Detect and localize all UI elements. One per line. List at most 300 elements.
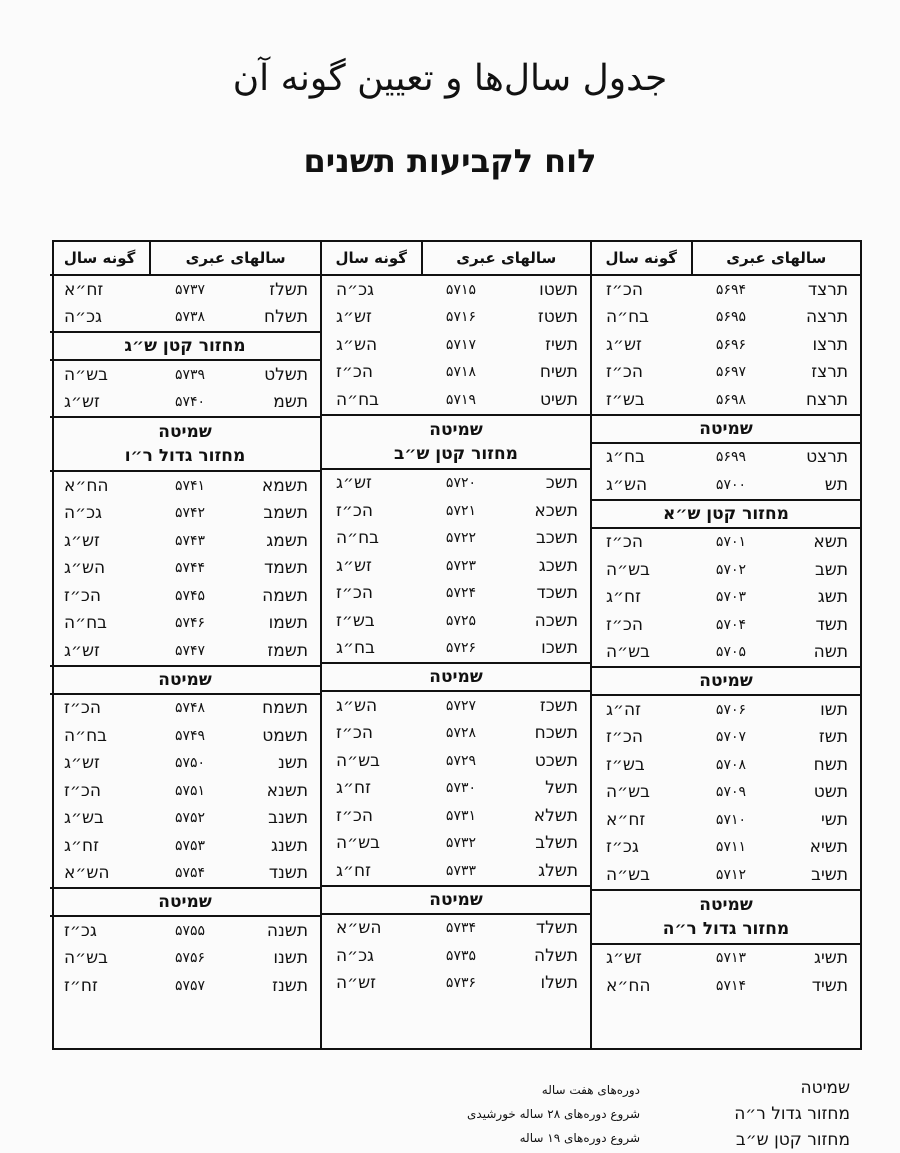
persian-title: جدول سال‌ها و تعیین گونه آن [232, 58, 668, 99]
year-number: ۵۷۲۶ [445, 640, 476, 657]
hebrew-year: תשיז [545, 334, 578, 355]
hebrew-year: תשז [818, 727, 848, 748]
year-type: בח״ה [336, 528, 379, 549]
header-years: سالهای عبری [421, 242, 590, 274]
year-number: ۵۷۰۶ [715, 701, 746, 718]
year-type: זש״ג [336, 307, 372, 328]
table-row [50, 582, 320, 610]
hebrew-year: תשלד [535, 918, 578, 939]
hebrew-title: לוח לקביעות תשנים [303, 142, 597, 180]
year-type: הכ״ז [336, 500, 373, 521]
table-row [322, 359, 590, 387]
separator-label: שמיטה [158, 422, 212, 442]
year-number: ۵۷۵۴ [174, 865, 206, 882]
separator-label: מחזור קטן ש״ב [394, 443, 518, 464]
table-row [592, 556, 860, 584]
year-type: גכ״ז [64, 920, 97, 941]
table-row [322, 802, 590, 830]
year-number: ۵۷۳۴ [445, 920, 476, 937]
year-number: ۵۷۲۴ [445, 585, 476, 602]
year-number: ۵۷۵۲ [174, 810, 206, 827]
table-row [322, 276, 590, 304]
hebrew-year: תשנא [266, 780, 308, 801]
year-number: ۵۶۹۷ [715, 364, 746, 381]
table-row [592, 696, 860, 724]
separator-label: שמיטה [429, 667, 483, 687]
year-type: זח״א [606, 809, 646, 830]
cycle-separator [50, 887, 320, 917]
table-row [592, 304, 860, 332]
year-type: גכ״ה [64, 307, 103, 328]
separator-label: שמיטה [699, 894, 753, 915]
year-type: בש״ה [336, 750, 380, 771]
table-row [592, 779, 860, 807]
hebrew-legend [700, 1075, 850, 1153]
year-type: בש״ז [606, 389, 645, 410]
year-number: ۵۷۴۱ [174, 477, 206, 494]
hebrew-year: תשמז [267, 640, 308, 661]
hebrew-year: תשב [814, 559, 848, 580]
year-type: הכ״ז [606, 362, 643, 383]
year-number: ۵۶۹۵ [715, 309, 746, 326]
column-header [322, 242, 590, 276]
table-row [322, 692, 590, 720]
year-type: הש״ג [336, 334, 378, 355]
table-row [592, 386, 860, 414]
table-row [322, 497, 590, 525]
hebrew-year: תרצה [806, 307, 848, 328]
year-number: ۵۷۳۳ [445, 862, 476, 879]
legend-fa-line: شروع دوره‌های ۱۹ ساله [519, 1131, 640, 1145]
hebrew-year: תשמד [263, 558, 308, 579]
year-type: גכ״ה [336, 279, 375, 300]
year-type: בש״ה [64, 948, 108, 969]
table-row [50, 276, 320, 304]
year-type: בח״ה [64, 613, 107, 634]
year-number: ۵۶۹۶ [715, 336, 746, 353]
year-type: בח״ה [336, 389, 379, 410]
year-type: זש״ג [606, 948, 642, 969]
year-number: ۵۷۲۸ [445, 725, 476, 742]
year-number: ۵۷۰۵ [715, 644, 746, 661]
year-number: ۵۷۱۵ [445, 281, 476, 298]
years-table [52, 240, 862, 1050]
year-type: בח״ה [606, 307, 649, 328]
year-number: ۵۷۱۳ [715, 950, 746, 967]
table-row [322, 830, 590, 858]
year-type: גכ״ז [606, 837, 639, 858]
year-number: ۵۷۴۷ [174, 642, 206, 659]
table-row [50, 805, 320, 833]
hebrew-year: תשד [815, 614, 848, 635]
year-type: הכ״ז [336, 723, 373, 744]
table-row [322, 857, 590, 885]
year-type: הש״א [336, 918, 382, 939]
year-number: ۵۷۱۴ [715, 977, 746, 994]
hebrew-year: תשנב [268, 808, 308, 829]
table-row [592, 724, 860, 752]
year-type: גכ״ה [64, 503, 103, 524]
hebrew-year: תרצו [812, 334, 848, 355]
year-number: ۵۷۰۴ [715, 616, 746, 633]
hebrew-year: תשטו [539, 279, 578, 300]
table-row [322, 525, 590, 553]
hebrew-year: תשנה [266, 920, 308, 941]
year-number: ۵۷۴۹ [174, 727, 206, 744]
year-type: זח״ג [606, 587, 641, 608]
table-row [322, 304, 590, 332]
separator-label: שמיטה [429, 419, 483, 440]
separator-label: שמיטה [699, 418, 753, 439]
year-number: ۵۷۰۰ [715, 476, 746, 493]
year-type: הכ״ז [336, 362, 373, 383]
table-row [50, 527, 320, 555]
separator-label: שמיטה [158, 669, 212, 690]
year-number: ۵۷۲۷ [445, 697, 476, 714]
hebrew-year: תשכב [535, 528, 578, 549]
hebrew-year: תרצז [811, 362, 848, 383]
year-number: ۵۷۲۳ [445, 557, 476, 574]
year-type: הש״ג [606, 474, 648, 495]
year-type: הש״ג [64, 558, 106, 579]
year-number: ۵۷۴۸ [174, 700, 206, 717]
persian-legend [380, 1078, 640, 1150]
year-number: ۵۷۵۳ [174, 837, 206, 854]
year-number: ۵۷۱۱ [715, 839, 746, 856]
hebrew-year: תשיט [539, 389, 578, 410]
cycle-separator [50, 665, 320, 695]
hebrew-year: תשכח [534, 723, 578, 744]
table-row [50, 917, 320, 945]
table-column [590, 242, 860, 1048]
year-type: הח״א [606, 975, 651, 996]
table-row [50, 610, 320, 638]
year-number: ۵۶۹۹ [715, 449, 746, 466]
hebrew-year: תשל [545, 778, 578, 799]
separator-label: מחזור גדול ר״ה [662, 918, 790, 939]
table-row [592, 471, 860, 499]
year-number: ۵۷۱۰ [715, 811, 746, 828]
year-number: ۵۷۲۰ [445, 475, 476, 492]
year-type: בש״ג [64, 808, 104, 829]
year-number: ۵۷۴۶ [174, 615, 206, 632]
hebrew-year: תשכט [534, 750, 578, 771]
table-row [322, 915, 590, 943]
year-number: ۵۷۲۱ [445, 502, 476, 519]
header-years: سالهای عبری [149, 242, 320, 274]
cycle-separator [592, 499, 860, 529]
cycle-separator [50, 416, 320, 472]
table-row [50, 722, 320, 750]
year-type: בש״ה [64, 364, 108, 385]
hebrew-year: תשטז [537, 307, 578, 328]
table-row [50, 832, 320, 860]
hebrew-year: תשמה [262, 585, 308, 606]
year-type: בש״ה [606, 642, 650, 663]
table-row [50, 750, 320, 778]
year-number: ۵۷۲۹ [445, 752, 476, 769]
hebrew-year: תשו [820, 699, 848, 720]
year-type: בש״ז [606, 754, 645, 775]
hebrew-year: תשיא [809, 837, 848, 858]
cycle-separator [592, 666, 860, 696]
hebrew-year: תשג [817, 587, 848, 608]
hebrew-year: תשלג [538, 860, 578, 881]
header-years: سالهای عبری [691, 242, 860, 274]
legend-he-line: שמיטה [800, 1078, 850, 1098]
year-number: ۵۷۳۸ [174, 309, 206, 326]
table-row [50, 389, 320, 417]
hebrew-year: תשכא [534, 500, 578, 521]
year-number: ۵۷۵۱ [174, 782, 206, 799]
table-row [592, 972, 860, 1000]
table-row [592, 529, 860, 557]
year-number: ۵۷۲۲ [445, 530, 476, 547]
cycle-separator [592, 889, 860, 945]
year-type: בח״ג [606, 447, 645, 468]
year-number: ۵۷۱۶ [445, 309, 476, 326]
hebrew-year: תשנז [272, 975, 308, 996]
cycle-separator [322, 414, 590, 470]
year-type: בש״ז [336, 610, 375, 631]
year-type: זש״ג [336, 473, 372, 494]
hebrew-year: תשמג [266, 530, 308, 551]
legend-fa-line: شروع دوره‌های ۲۸ ساله خورشیدی [467, 1107, 640, 1121]
table-row [50, 500, 320, 528]
hebrew-year: תשא [813, 532, 848, 553]
separator-label: שמיטה [158, 892, 212, 912]
table-row [322, 747, 590, 775]
year-type: הש״א [64, 863, 110, 884]
hebrew-year: תשה [813, 642, 848, 663]
year-number: ۵۷۱۲ [715, 866, 746, 883]
table-row [50, 304, 320, 332]
table-row [50, 637, 320, 665]
year-type: הכ״ז [64, 585, 101, 606]
year-number: ۵۷۴۰ [174, 394, 206, 411]
table-row [592, 359, 860, 387]
year-number: ۵۷۰۱ [715, 534, 746, 551]
table-row [322, 942, 590, 970]
year-type: הכ״ז [64, 698, 101, 719]
year-number: ۵۶۹۴ [715, 281, 746, 298]
year-type: בש״ה [336, 833, 380, 854]
separator-label: מחזור קטן ש״א [663, 503, 789, 524]
year-type: בש״ה [606, 864, 650, 885]
hebrew-year: תשלו [540, 973, 578, 994]
year-type: זח״ג [64, 835, 99, 856]
table-row [592, 611, 860, 639]
year-type: זש״ג [64, 392, 100, 413]
table-row [592, 945, 860, 973]
hebrew-year: תשנג [270, 835, 308, 856]
year-number: ۵۷۰۸ [715, 756, 746, 773]
hebrew-year: תשלח [264, 307, 308, 328]
year-type: זח״ג [336, 778, 371, 799]
year-type: זש״ג [336, 555, 372, 576]
year-type: הש״ג [336, 695, 378, 716]
hebrew-year: תשמט [262, 725, 308, 746]
hebrew-year: תשמב [263, 503, 308, 524]
year-type: זש״ג [64, 753, 100, 774]
year-type: הכ״ז [606, 532, 643, 553]
table-row [592, 751, 860, 779]
column-header [592, 242, 860, 276]
hebrew-year: תשיד [811, 975, 848, 996]
table-column [320, 242, 590, 1048]
year-number: ۵۷۵۶ [174, 950, 206, 967]
year-number: ۵۷۵۵ [174, 922, 206, 939]
table-row [322, 775, 590, 803]
table-row [592, 834, 860, 862]
table-row [322, 720, 590, 748]
hebrew-year: תשלב [535, 833, 578, 854]
year-type: זש״ג [64, 640, 100, 661]
year-number: ۵۷۰۹ [715, 784, 746, 801]
header-type: گونه سال [63, 249, 136, 267]
year-number: ۵۷۳۰ [445, 780, 476, 797]
hebrew-year: תש [824, 474, 848, 495]
cycle-separator [322, 885, 590, 915]
hebrew-year: תשי [820, 809, 848, 830]
hebrew-year: תרצח [806, 389, 848, 410]
year-number: ۵۷۲۵ [445, 612, 476, 629]
year-type: הכ״ז [606, 727, 643, 748]
table-row [50, 695, 320, 723]
table-row [592, 584, 860, 612]
table-row [322, 970, 590, 998]
table-row [592, 276, 860, 304]
hebrew-year: תשט [813, 782, 848, 803]
hebrew-year: תשיב [811, 864, 848, 885]
cycle-separator [592, 414, 860, 444]
table-row [592, 444, 860, 472]
separator-label: מחזור גדול ר״ו [124, 446, 246, 466]
table-row [50, 472, 320, 500]
table-row [322, 552, 590, 580]
table-row [322, 331, 590, 359]
year-number: ۵۷۵۷ [174, 977, 206, 994]
hebrew-year: תשנו [273, 948, 308, 969]
table-row [322, 635, 590, 663]
year-type: זח״ג [336, 860, 371, 881]
hebrew-year: תשלט [264, 364, 308, 385]
legend-he-line: מחזור גדול ר״ה [734, 1104, 850, 1124]
hebrew-year: תשלז [269, 279, 308, 300]
hebrew-year: תשמח [262, 698, 308, 719]
hebrew-year: תשנ [277, 753, 308, 774]
year-type: הכ״ז [606, 614, 643, 635]
year-type: זח״ז [64, 975, 98, 996]
hebrew-year: תשלא [533, 805, 578, 826]
table-row [322, 470, 590, 498]
hebrew-year: תשמו [268, 613, 308, 634]
year-type: בש״ה [606, 559, 650, 580]
table-row [50, 945, 320, 973]
table-row [50, 361, 320, 389]
column-header [50, 242, 320, 276]
year-number: ۵۷۰۷ [715, 729, 746, 746]
hebrew-year: תשח [813, 754, 848, 775]
table-row [322, 386, 590, 414]
year-number: ۵۷۴۳ [174, 532, 206, 549]
hebrew-year: תשמא [261, 475, 308, 496]
table-row [592, 331, 860, 359]
hebrew-year: תשכד [536, 583, 578, 604]
hebrew-year: תשכ [545, 473, 578, 494]
legend-fa-line: دوره‌های هفت ساله [541, 1083, 640, 1097]
hebrew-year: תשכז [539, 695, 578, 716]
year-number: ۵۷۳۷ [174, 281, 206, 298]
year-type: הכ״ז [336, 583, 373, 604]
year-number: ۵۷۱۸ [445, 364, 476, 381]
header-type: گونه سال [335, 249, 407, 267]
hebrew-year: תשנד [268, 863, 308, 884]
header-type: گونه سال [605, 249, 677, 267]
year-type: בח״ג [336, 638, 375, 659]
hebrew-year: תשלה [534, 945, 578, 966]
table-row [50, 860, 320, 888]
hebrew-year: תשכו [541, 638, 578, 659]
year-number: ۵۷۰۲ [715, 561, 746, 578]
separator-label: מחזור קטן ש״ג [124, 336, 246, 356]
cycle-separator [50, 331, 320, 361]
hebrew-year: תשמ [273, 392, 308, 413]
table-row [592, 861, 860, 889]
year-number: ۵۷۳۹ [174, 366, 206, 383]
table-row [592, 806, 860, 834]
year-number: ۵۷۴۴ [174, 560, 206, 577]
year-number: ۵۷۳۵ [445, 947, 476, 964]
table-row [592, 639, 860, 667]
year-type: בח״ה [64, 725, 107, 746]
table-row [50, 777, 320, 805]
year-type: הח״א [64, 475, 109, 496]
cycle-separator [322, 662, 590, 692]
year-type: זש״ג [606, 334, 642, 355]
hebrew-year: תרצד [807, 279, 848, 300]
legend-he-line: מחזור קטן ש״ב [735, 1130, 850, 1150]
year-type: הכ״ז [336, 805, 373, 826]
year-number: ۵۷۱۷ [445, 336, 476, 353]
year-number: ۵۶۹۸ [715, 391, 746, 408]
year-number: ۵۷۴۲ [174, 505, 206, 522]
hebrew-year: תשכה [534, 610, 578, 631]
separator-label: שמיטה [429, 889, 483, 910]
year-number: ۵۷۰۳ [715, 589, 746, 606]
hebrew-year: תשכג [538, 555, 578, 576]
year-type: זש״ה [336, 973, 376, 994]
year-number: ۵۷۱۹ [445, 391, 476, 408]
hebrew-year: תרצט [806, 447, 848, 468]
year-type: בש״ה [606, 782, 650, 803]
year-type: זח״א [64, 279, 104, 300]
table-column [50, 242, 320, 1048]
table-row [322, 580, 590, 608]
year-number: ۵۷۴۵ [174, 587, 206, 604]
table-row [50, 555, 320, 583]
year-number: ۵۷۳۱ [445, 807, 476, 824]
year-number: ۵۷۳۲ [445, 835, 476, 852]
table-row [50, 972, 320, 1000]
separator-label: שמיטה [699, 671, 753, 691]
table-row [322, 607, 590, 635]
year-type: גכ״ה [336, 945, 375, 966]
year-type: הכ״ז [606, 279, 643, 300]
year-number: ۵۷۳۶ [445, 975, 476, 992]
hebrew-year: תשיג [813, 948, 848, 969]
hebrew-year: תשיח [539, 362, 578, 383]
